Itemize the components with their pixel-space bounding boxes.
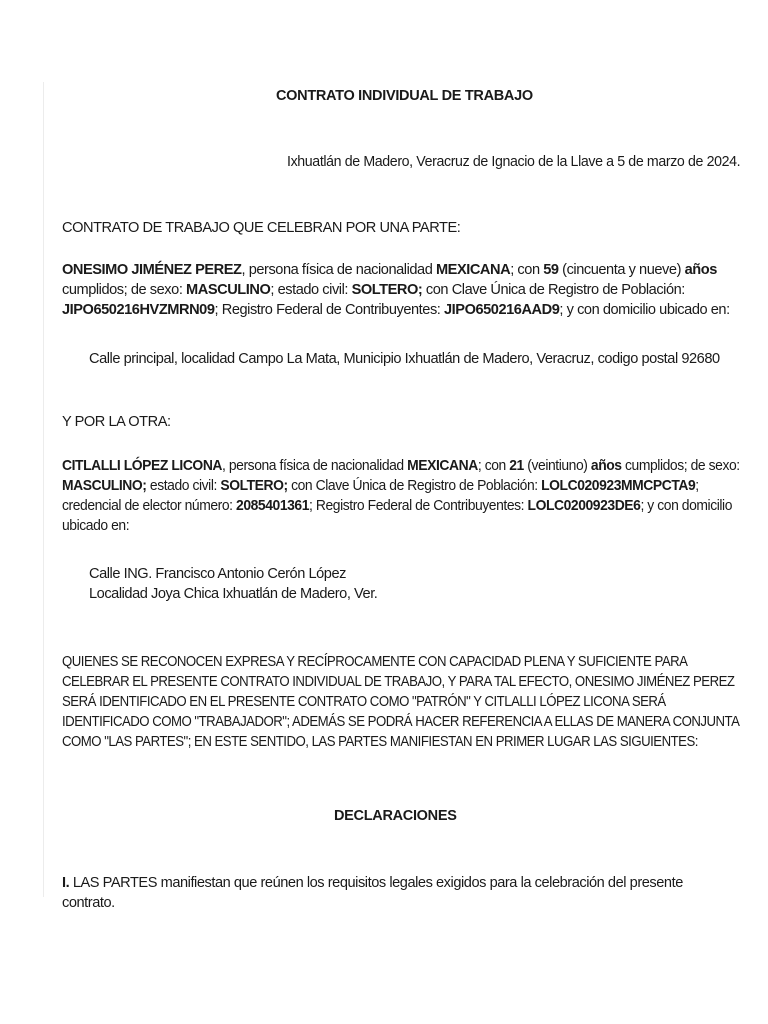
contract-title: CONTRATO INDIVIDUAL DE TRABAJO	[276, 88, 533, 104]
party2-curp: LOLC020923MMCPCTA9	[541, 478, 696, 494]
party1-paragraph: ONESIMO JIMÉNEZ PEREZ, persona física de nacionalidad MEXICANA; con 59 (cincuenta y nueve) años cumplidos; de sexo: MASCULINO; estado civil: SOLTERO; con Clave Única de Registro de Población: JIPO650216HVZMRN09; Registro Federal de Contribuyentes: JIPO650216AAD9; y con domicilio ubicado en:	[62, 262, 730, 318]
place-and-date: Ixhuatlán de Madero, Veracruz de Ignacio de la Llave a 5 de marzo de 2024.	[287, 153, 741, 170]
party2-paragraph: CITLALLI LÓPEZ LICONA, persona física de nacionalidad MEXICANA; con 21 (veintiuno) años cumplidos; de sexo: MASCULINO; estado civil: SOLTERO; con Clave Única de Registro de Población: LOLC020923MMCPCTA9; credencial de elector número: 2085401361; Registro Federal de Contribuyentes: LOLC0200923DE6; y con domicilio ubicado en:	[62, 458, 740, 534]
party1-nationality: MEXICANA	[435, 262, 511, 278]
party1-civil-status: SOLTERO;	[351, 282, 423, 298]
party2-nationality: MEXICANA	[407, 458, 478, 474]
party2-address	[89, 564, 377, 604]
party1-rfc: JIPO650216AAD9	[444, 302, 560, 318]
party2-age: 21	[509, 458, 524, 474]
party1-age: 59	[543, 262, 559, 278]
party2-address-line2: Localidad Joya Chica Ixhuatlán de Madero, Ver.	[89, 586, 378, 602]
party2-address-line1: Calle ING. Francisco Antonio Cerón López	[89, 566, 346, 582]
party1-address: Calle principal, localidad Campo La Mata, Municipio Ixhuatlán de Madero, Veracruz, codigo postal 92680	[89, 351, 720, 367]
declarations-heading: DECLARACIONES	[334, 808, 457, 824]
declaration-1	[62, 873, 727, 913]
party1-curp: JIPO650216HVZMRN09	[62, 302, 215, 318]
declaration-text: LAS PARTES manifiestan que reúnen los requisitos legales exigidos para la celebración del presente contrato.	[62, 875, 683, 911]
party2-rfc: LOLC0200923DE6	[527, 498, 641, 514]
party1-sex: MASCULINO	[186, 282, 271, 298]
contract-intro: CONTRATO DE TRABAJO QUE CELEBRAN POR UNA PARTE:	[62, 220, 461, 236]
party1-name: ONESIMO JIMÉNEZ PEREZ	[62, 262, 242, 278]
party2-name: CITLALLI LÓPEZ LICONA	[62, 458, 223, 474]
party2-elector-id: 2085401361	[236, 498, 310, 514]
recognition-paragraph: QUIENES SE RECONOCEN EXPRESA Y RECÍPROCAMENTE CON CAPACIDAD PLENA Y SUFICIENTE PARA CELEBRAR EL PRESENTE CONTRATO INDIVIDUAL DE TRABAJO, Y PARA TAL EFECTO, ONESIMO JIMÉNEZ PEREZ SERÁ IDENTIFICADO EN EL PRESENTE CONTRATO COMO "PATRÓN" Y CITLALLI LÓPEZ LICONA SERÁ IDENTIFICADO COMO "TRABAJADOR"; ADEMÁS SE PODRÁ HACER REFERENCIA A ELLAS DE MANERA CONJUNTA COMO "LAS PARTES"; EN ESTE SENTIDO, LAS PARTES MANIFIESTAN EN PRIMER LUGAR LAS SIGUIENTES:	[62, 654, 740, 750]
other-party-intro: Y POR LA OTRA:	[62, 414, 171, 430]
party2-civil-status: SOLTERO;	[220, 478, 288, 494]
declaration-number: I.	[62, 875, 70, 891]
party2-sex: MASCULINO;	[62, 478, 147, 494]
